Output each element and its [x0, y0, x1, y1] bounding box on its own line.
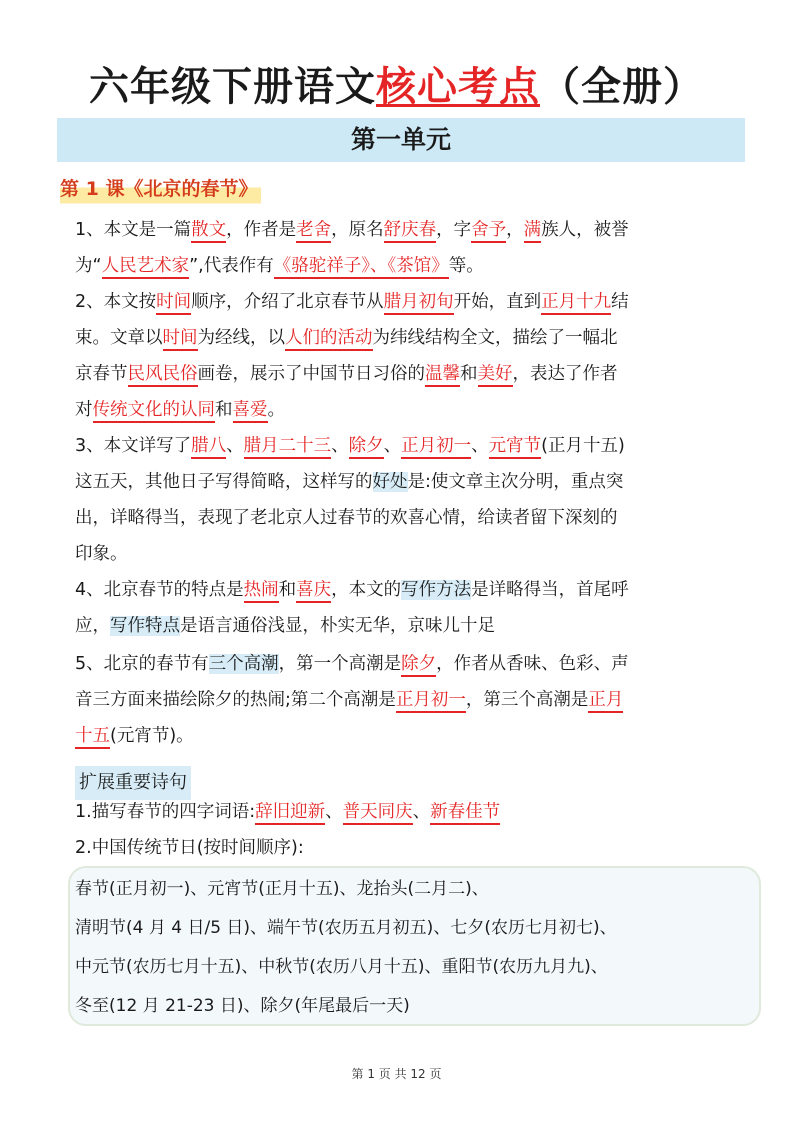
highlighted-term: 写作方法 — [401, 580, 472, 600]
text-run: 2.中国传统节日(按时间顺序): — [75, 838, 304, 858]
key-term: 散文 — [191, 220, 226, 243]
text-run: 对 — [75, 400, 93, 420]
festival-list — [75, 870, 755, 1026]
text-run: 和 — [215, 400, 233, 420]
text-line — [75, 646, 751, 682]
text-run: 是语言通俗浅显，朴实无华，京味儿十足 — [180, 616, 495, 636]
key-term: 热闹 — [244, 580, 279, 603]
text-line — [75, 682, 751, 718]
text-line — [75, 320, 751, 356]
text-line — [75, 284, 751, 320]
text-run: ，原名 — [331, 220, 384, 240]
key-term: 时间 — [163, 328, 198, 351]
key-term: 十五 — [75, 726, 110, 749]
text-run: 。 — [267, 400, 285, 420]
text-run: ”,代表作有 — [189, 256, 274, 276]
point-4 — [75, 572, 751, 644]
text-run: 束。文章以 — [75, 328, 163, 348]
text-run: 画卷，展示了中国节日习俗的 — [197, 364, 425, 384]
page-footer: 第 1 页 共 12 页 — [351, 1067, 442, 1081]
text-run: 为经线，以 — [197, 328, 285, 348]
key-term: 《骆驼祥子》、《茶馆》 — [274, 256, 449, 279]
text-run: 5、北京的春节有 — [75, 654, 209, 674]
lesson-heading: 第 1 课《北京的春节》 — [60, 172, 261, 206]
text-run: 结 — [611, 292, 629, 312]
key-term: 老舍 — [296, 220, 331, 243]
key-term: 舍予 — [471, 220, 506, 243]
highlighted-term: 好处 — [372, 472, 408, 492]
text-line — [75, 794, 751, 830]
text-line — [75, 392, 751, 428]
text-line — [75, 608, 751, 644]
text-line — [75, 248, 751, 284]
key-term: 腊月二十三 — [244, 436, 332, 459]
text-line — [75, 464, 751, 500]
key-term: 时间 — [156, 292, 191, 315]
text-run: 是详略得当，首尾呼 — [471, 580, 629, 600]
text-run: 为“ — [75, 256, 102, 276]
text-run: 、 — [471, 436, 489, 456]
text-run: 、 — [325, 802, 343, 822]
key-term: 正月 — [588, 690, 623, 713]
key-term: 辞旧迎新 — [255, 802, 325, 825]
text-line — [75, 718, 751, 754]
text-run: 、 — [331, 436, 349, 456]
text-run: 是:使文章主次分明，重点突 — [407, 472, 624, 492]
highlighted-term: 三个高潮 — [208, 654, 279, 674]
text-run: 开始，直到 — [453, 292, 542, 312]
text-run: 应， — [75, 616, 110, 636]
text-run: 和 — [460, 364, 478, 384]
text-run: 族人，被誉 — [541, 220, 629, 240]
text-run: ，第三个高潮是 — [465, 690, 589, 710]
key-term: 民风民俗 — [128, 364, 198, 387]
key-term: 满 — [524, 220, 542, 243]
text-run: 、 — [412, 802, 431, 822]
text-run: 京春节 — [75, 364, 128, 384]
key-term: 元宵节 — [489, 436, 542, 459]
key-term: 人们的活动 — [285, 328, 373, 351]
key-term: 正月初一 — [396, 690, 466, 713]
text-run: (元宵节)。 — [110, 726, 194, 746]
key-term: 美好 — [478, 364, 513, 387]
festival-line: 中元节(农历七月十五)、中秋节(农历八月十五)、重阳节(农历九月九)、 — [75, 957, 608, 977]
key-term: 普天同庆 — [343, 802, 413, 825]
text-line — [75, 500, 751, 536]
key-term: 传统文化的认同 — [93, 400, 216, 423]
key-term: 正月初一 — [401, 436, 471, 459]
point-3 — [75, 428, 751, 572]
title-suffix: （全册） — [540, 64, 704, 110]
text-run: 3、本文详写了 — [75, 436, 192, 456]
point-2 — [75, 284, 751, 428]
point-5 — [75, 646, 751, 754]
text-run: ，本文的 — [331, 580, 402, 600]
text-run: (正月十五) — [541, 436, 625, 456]
text-line — [75, 536, 751, 572]
key-term: 人民艺术家 — [102, 256, 190, 279]
title-highlight: 核心考点 — [376, 64, 540, 110]
text-run: 为纬线结构全文，描绘了一幅北 — [372, 328, 618, 348]
point-1 — [75, 212, 751, 284]
text-run: ，作者是 — [226, 220, 297, 240]
text-line — [75, 830, 751, 866]
text-line — [75, 572, 751, 608]
text-run: 和 — [278, 580, 297, 600]
text-run: 音三方面来描绘除夕的热闹;第二个高潮是 — [75, 690, 396, 710]
festival-line: 清明节(4 月 4 日/5 日)、端午节(农历五月初五)、七夕(农历七月初七)、 — [75, 918, 617, 938]
unit-heading: 第一单元 — [57, 118, 745, 162]
text-run: 1.描写春节的四字词语: — [75, 802, 256, 822]
extension-heading: 扩展重要诗句 — [75, 766, 191, 800]
text-run: ， — [506, 220, 524, 240]
text-run: 、 — [383, 436, 402, 456]
key-term: 新春佳节 — [430, 802, 500, 825]
text-line — [75, 356, 751, 392]
key-term: 正月十九 — [541, 292, 611, 315]
text-run: 顺序，介绍了北京春节从 — [191, 292, 384, 312]
extension-lines — [75, 794, 751, 866]
text-run: 、 — [226, 436, 244, 456]
text-line — [75, 428, 751, 464]
text-run: 出，详略得当，表现了老北京人过春节的欢喜心情，给读者留下深刻的 — [75, 508, 618, 528]
text-run: ，第一个高潮是 — [278, 654, 402, 674]
key-term: 除夕 — [401, 654, 436, 677]
text-run: 2、本文按 — [75, 292, 157, 312]
text-run: 4、北京春节的特点是 — [75, 580, 244, 600]
key-term: 喜爱 — [233, 400, 268, 423]
festival-line: 冬至(12 月 21-23 日)、除夕(年尾最后一天) — [75, 996, 410, 1016]
text-run: 印象。 — [75, 544, 128, 564]
key-term: 腊月初旬 — [384, 292, 454, 315]
highlighted-term: 写作特点 — [110, 616, 180, 636]
key-term: 温馨 — [425, 364, 460, 387]
text-line — [75, 212, 751, 248]
text-run: ，作者从香味、色彩、声 — [436, 654, 629, 674]
page-title — [0, 58, 793, 116]
key-term: 喜庆 — [296, 580, 331, 603]
text-run: ，字 — [436, 220, 472, 240]
text-run: 等。 — [448, 256, 484, 276]
title-prefix: 六年级下册语文 — [89, 64, 376, 110]
key-term: 舒庆春 — [384, 220, 437, 243]
key-term: 除夕 — [349, 436, 384, 459]
text-run: ，表达了作者 — [512, 364, 618, 384]
key-term: 腊八 — [191, 436, 226, 459]
text-run: 这五天，其他日子写得简略，这样写的 — [75, 472, 373, 492]
text-run: 1、本文是一篇 — [75, 220, 192, 240]
festival-line: 春节(正月初一)、元宵节(正月十五)、龙抬头(二月二)、 — [75, 879, 489, 899]
